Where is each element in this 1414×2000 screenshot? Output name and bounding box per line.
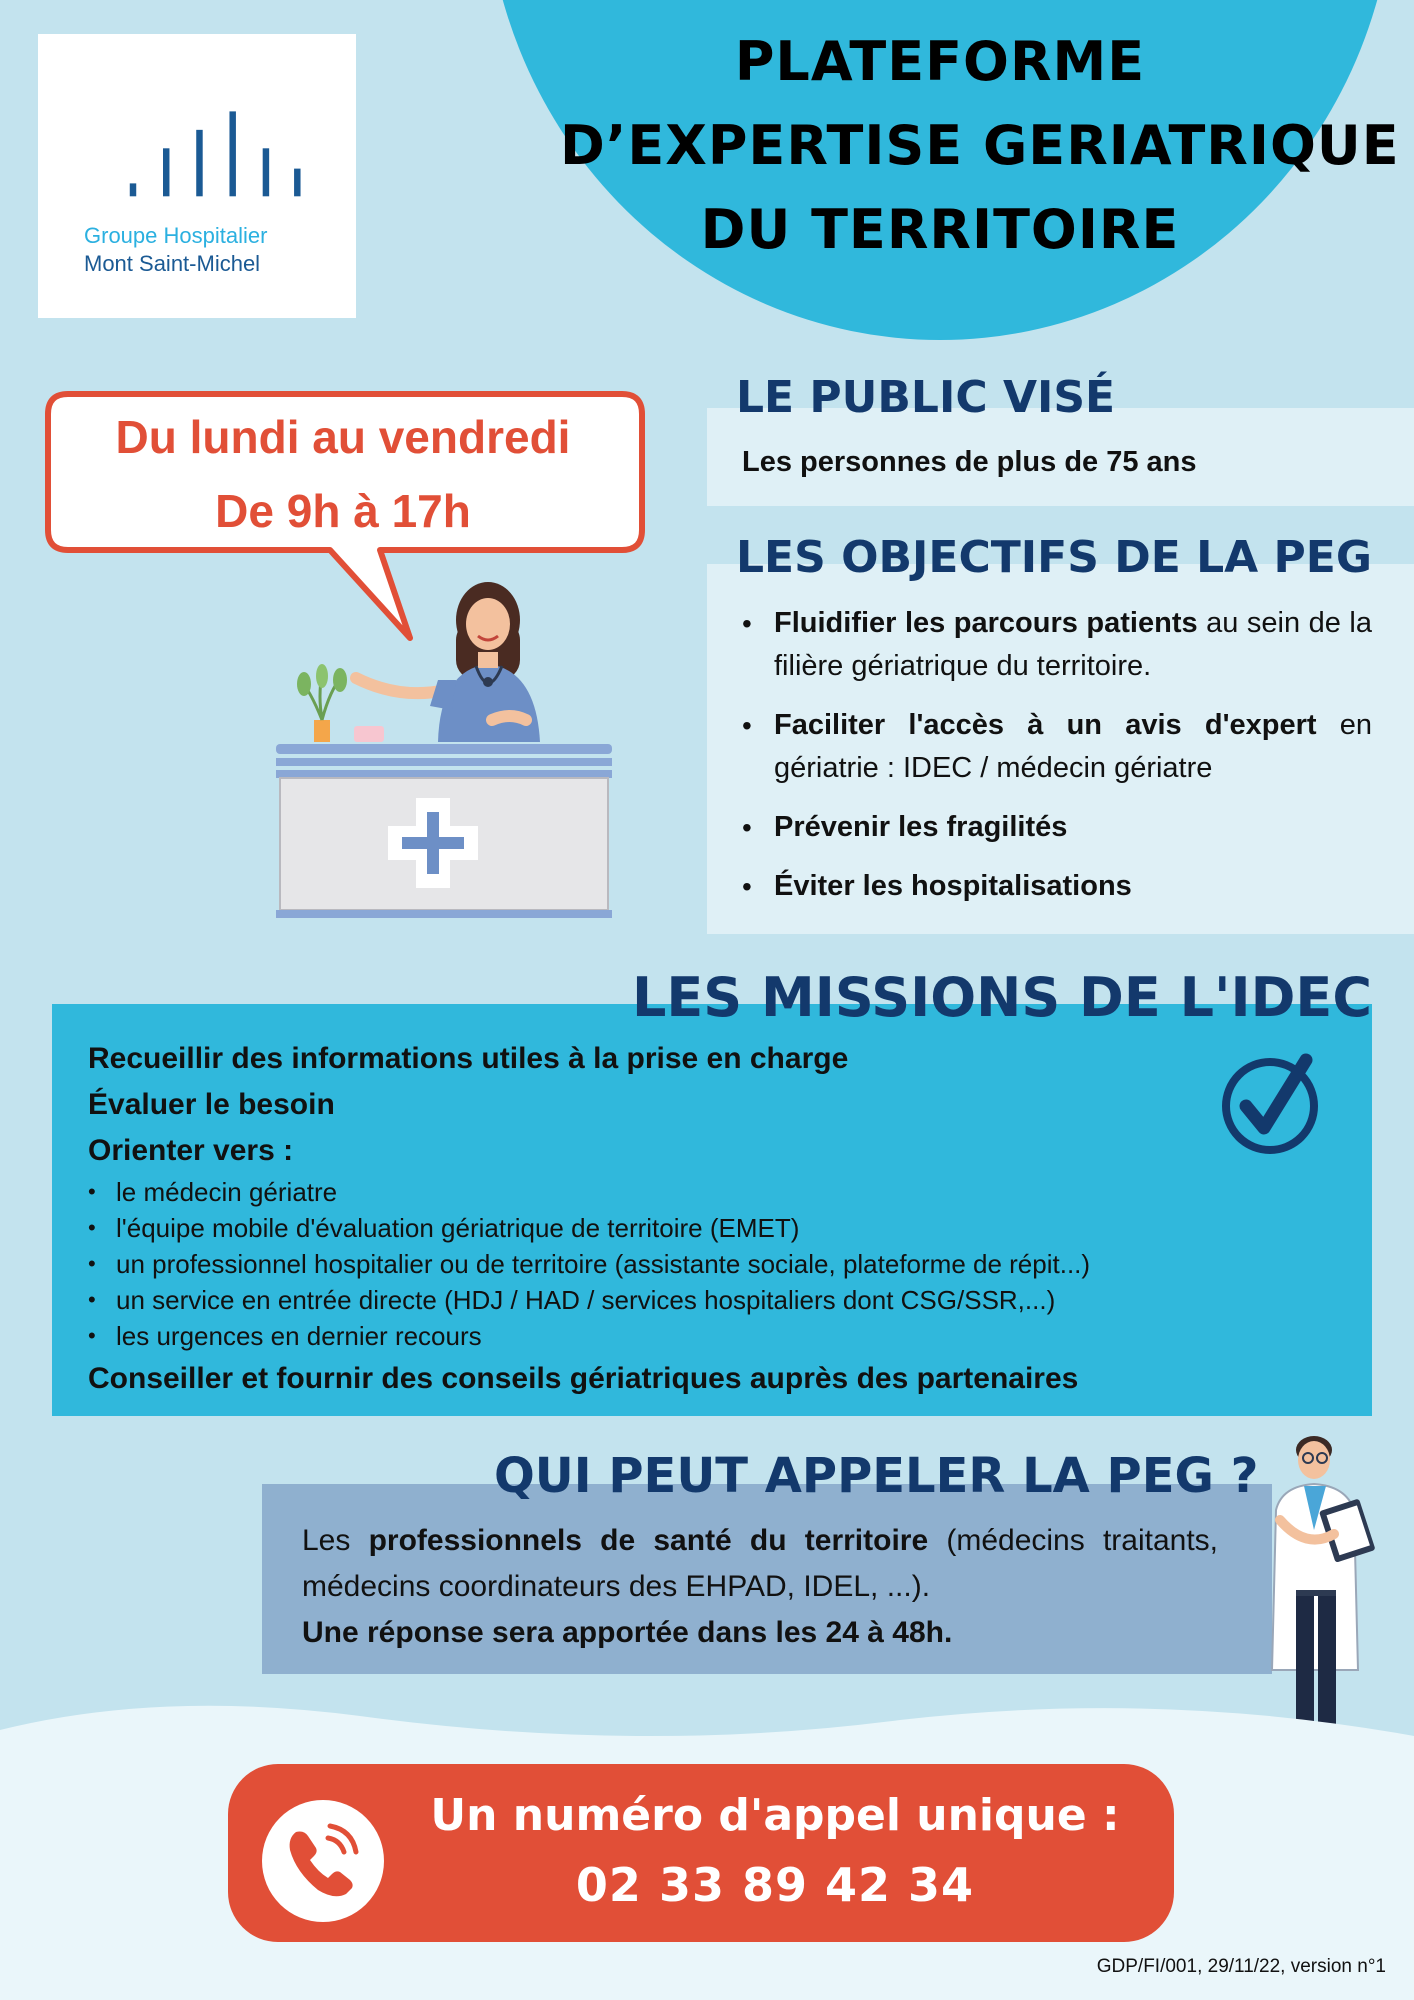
mission-orient: Orienter vers : [88,1134,294,1167]
who-text-bold: professionnels de santé du territoire [368,1524,929,1557]
list-item [742,865,1372,908]
public-heading: LE PUBLIC VISÉ [736,372,1116,423]
objective-3-bold: Prévenir les fragilités [774,811,1068,843]
objective-2-rest: en gériatrie : IDEC / médecin gériatre [774,709,1372,784]
list-item: • les urgences en dernier recours [88,1318,1090,1354]
list-item: • l'équipe mobile d'évaluation gériatrique de territoire (EMET) [88,1210,1090,1246]
list-item: • un service en entrée directe (HDJ / HAD / services hospitaliers dont CSG/SSR,...) [88,1282,1090,1318]
logo-line-2: Mont Saint-Michel [84,251,261,276]
opening-hours [48,400,638,548]
document-reference: GDP/FI/001, 29/11/22, version n°1 [1096,1956,1386,1977]
logo-bars-icon [84,80,314,200]
list-item [742,602,1372,688]
phone-label: Un numéro d'appel unique : [430,1790,1120,1841]
objective-2-bold: Faciliter l'accès à un avis d'expert [774,709,1317,741]
title-line-2: D’EXPERTISE GERIATRIQUE [560,114,1400,177]
list-item: • un professionnel hospitalier ou de territoire (assistante sociale, plateforme de répit...) [88,1246,1090,1282]
who-text-3: (médecins traitants, médecins coordinateurs des EHPAD, IDEL, ...). [302,1524,1218,1603]
objective-1-rest: au sein de la filière gériatrique du territoire. [774,607,1373,682]
who-heading: QUI PEUT APPELER LA PEG ? [494,1448,1259,1504]
list-item: • le médecin gériatre [88,1174,1090,1210]
objectives-heading: LES OBJECTIFS DE LA PEG [736,532,1372,583]
checkmark-circle-icon [1220,1052,1324,1156]
title-line-1: PLATEFORME [734,30,1146,93]
hours-days: Du lundi au vendredi [115,411,571,463]
mission-advise: Conseiller et fournir des conseils gériatriques auprès des partenaires [88,1362,1079,1395]
who-text-1: Les [302,1524,369,1557]
who-text [302,1518,1218,1656]
public-text: Les personnes de plus de 75 ans [742,446,1197,478]
orientation-list [88,1174,1090,1354]
who-response: Une réponse sera apportée dans les 24 à 48h. [302,1616,953,1649]
phone-number[interactable]: 02 33 89 42 34 [575,1858,975,1912]
objective-4-bold: Éviter les hospitalisations [774,870,1132,902]
title-line-3: DU TERRITOIRE [700,198,1180,261]
objectives-list [742,602,1372,924]
hospital-logo [38,34,356,318]
logo-line-1: Groupe Hospitalier [84,223,268,248]
list-item [742,704,1372,790]
mission-collect: Recueillir des informations utiles à la prise en charge [88,1042,849,1075]
page-title [560,20,1400,272]
mission-evaluate: Évaluer le besoin [88,1088,335,1121]
list-item [742,806,1372,849]
missions-heading: LES MISSIONS DE L'IDEC [632,966,1372,1029]
nurse-desk-illustration [270,580,620,925]
hours-time: De 9h à 17h [215,485,471,537]
phone-icon [278,1816,368,1906]
objective-1-bold: Fluidifier les parcours patients [774,607,1198,639]
